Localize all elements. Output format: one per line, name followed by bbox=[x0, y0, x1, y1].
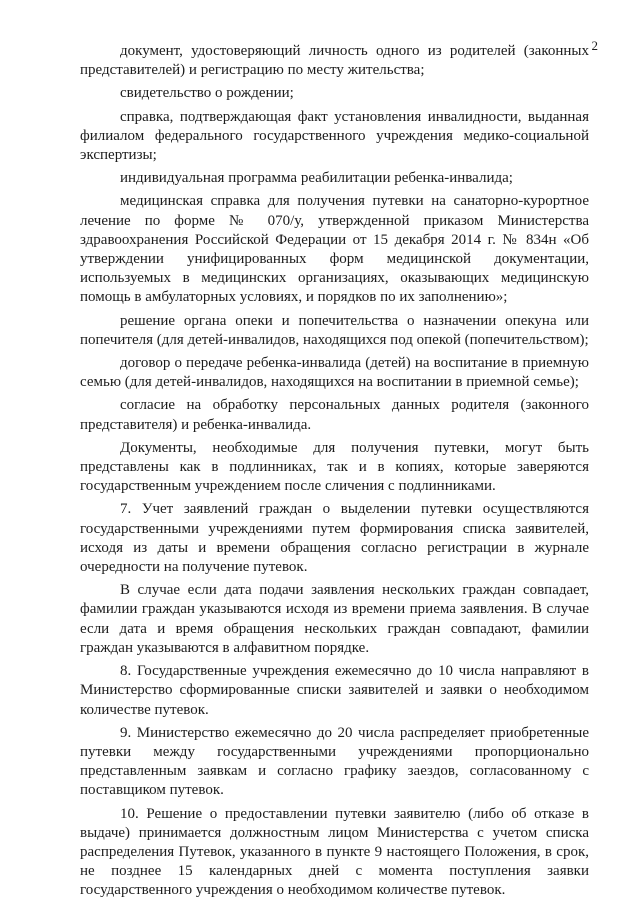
paragraph-item-7: 7. Учет заявлений граждан о выделении путевки осуществляются государственными учреждениями путем формирования списка заявителей, исходя из даты и времени обращения согласно регистрации в журнале очередности на получение путевок. bbox=[80, 501, 589, 576]
paragraph-identity-document: документ, удостоверяющий личность одного из родителей (законных представителей) и регистрацию по месту жительства; bbox=[80, 43, 589, 79]
page-number: 2 bbox=[591, 38, 598, 53]
paragraph-foster-agreement: договор о передаче ребенка-инвалида (детей) на воспитание в приемную семью (для детей-инвалидов, находящихся на воспитании в приемной семье); bbox=[80, 355, 589, 391]
paragraph-medical-certificate: медицинская справка для получения путевки на санаторно-курортное лечение по форме № 070/у, утвержденной приказом Министерства здравоохранения Российской Федерации от 15 декабря 2014 г. № 834н «Об утверждении унифицированных форм медицинской документации, используемых в медицинских организациях, оказывающих медицинскую помощь в амбулаторных условиях, и порядков по их заполнению»; bbox=[80, 193, 589, 306]
paragraph-item-9: 9. Министерство ежемесячно до 20 числа распределяет приобретенные путевки между государственными учреждениями пропорционально представленным заявкам и согласно графику заездов, согласованному с поставщиком путевок. bbox=[80, 724, 589, 799]
paragraph-rehabilitation-program: индивидуальная программа реабилитации ребенка-инвалида; bbox=[120, 170, 513, 187]
document-body bbox=[80, 42, 589, 905]
paragraph-data-consent: согласие на обработку персональных данных родителя (законного представителя) и ребенка-инвалида. bbox=[80, 397, 589, 433]
paragraph-item-8: 8. Государственные учреждения ежемесячно до 10 числа направляют в Министерство сформированные списки заявителей и заявки о необходимом количестве путевок. bbox=[80, 663, 589, 718]
paragraph-disability-certificate: справка, подтверждающая факт установления инвалидности, выданная филиалом федерального государственного учреждения медико-социальной экспертизы; bbox=[80, 108, 589, 164]
paragraph-same-date: В случае если дата подачи заявления нескольких граждан совпадает, фамилии граждан указываются исходя из времени приема заявления. В случае если дата и время обращения нескольких граждан совпадают, фамилии граждан указываются в алфавитном порядке. bbox=[80, 582, 589, 656]
paragraph-guardianship-decision: решение органа опеки и попечительства о назначении опекуна или попечителя (для детей-инвалидов, находящихся под опекой (попечительством); bbox=[80, 312, 589, 348]
paragraph-birth-certificate: свидетельство о рождении; bbox=[120, 85, 294, 102]
paragraph-item-10: 10. Решение о предоставлении путевки заявителю (либо об отказе в выдаче) принимается должностным лицом Министерства с учетом списка распределения Путевок, указанного в пункте 9 настоящего Положения, в срок, не позднее 15 календарных дней с момента поступления заявки государственного учреждения о необходимом количестве путевок. bbox=[80, 805, 589, 899]
paragraph-documents-copies: Документы, необходимые для получения путевки, могут быть представлены как в подлинниках, так и в копиях, которые заверяются государственным учреждением после сличения с подлинниками. bbox=[80, 439, 589, 495]
